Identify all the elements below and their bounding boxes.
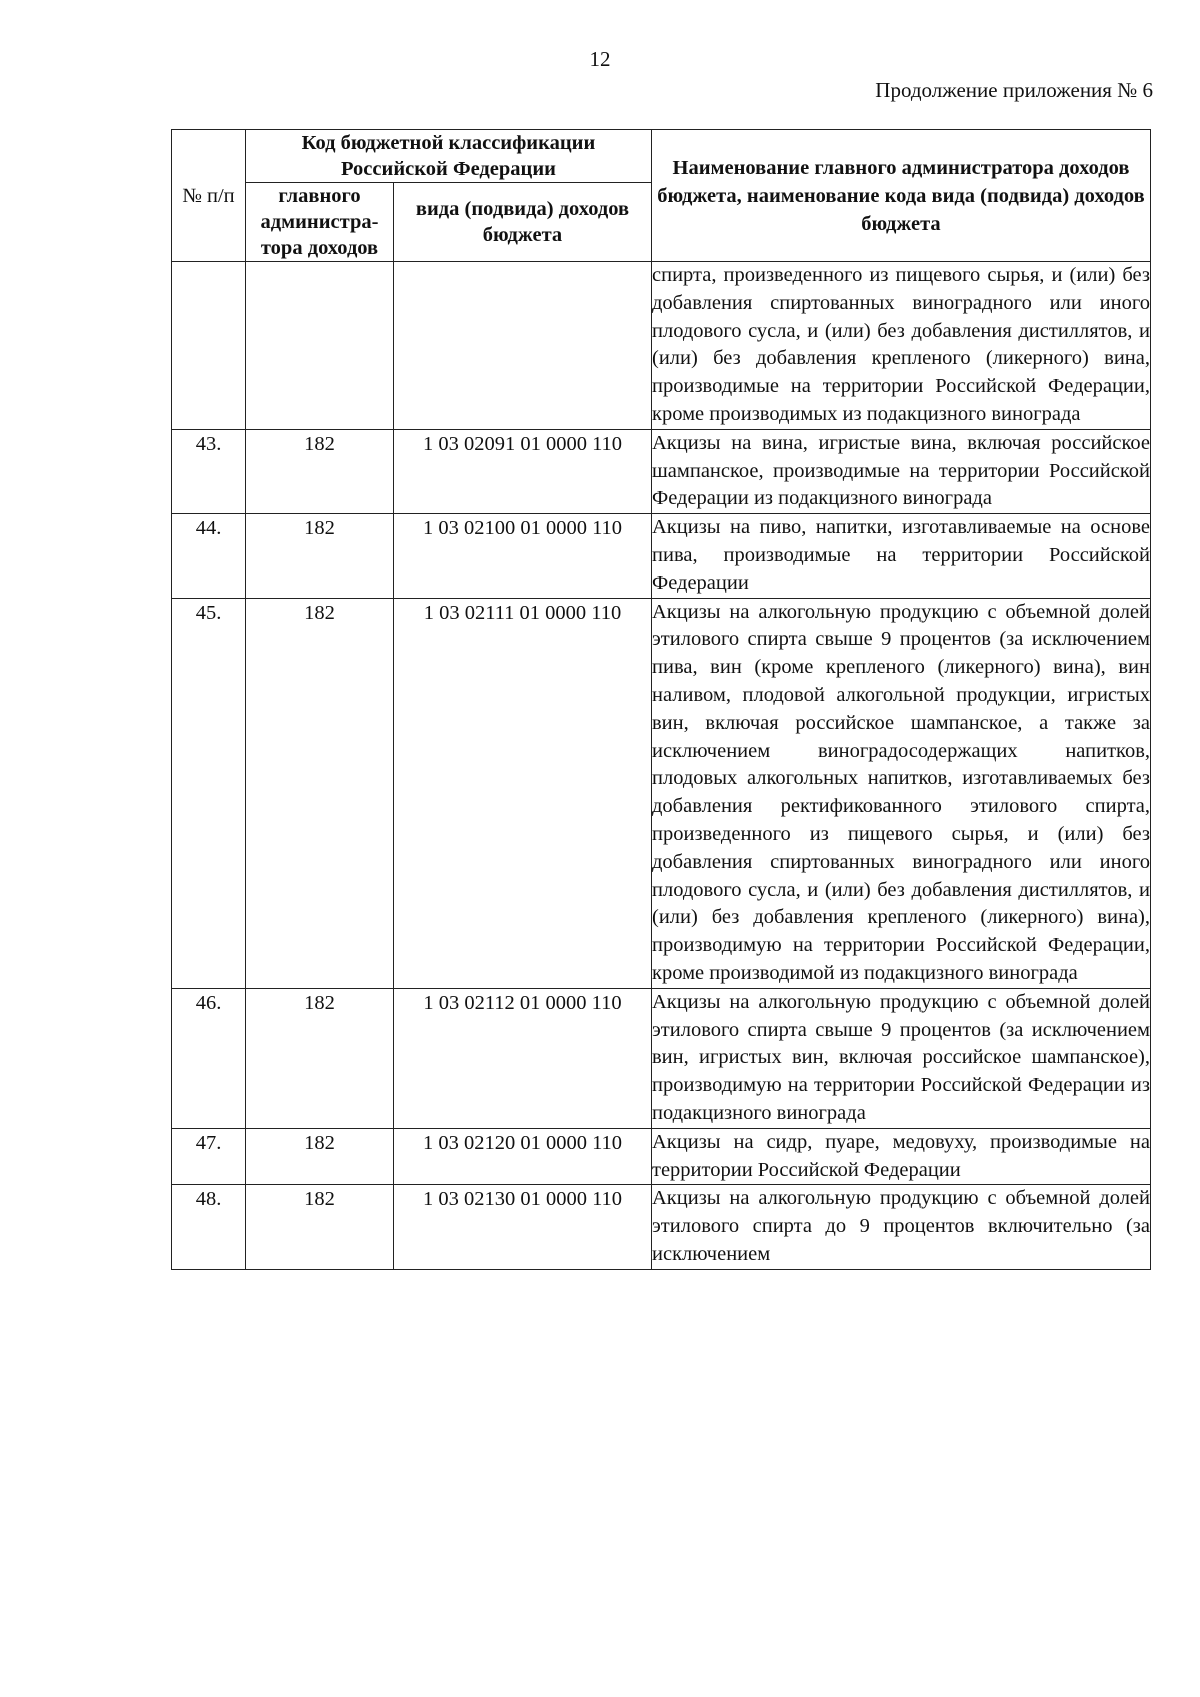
header-row-number: № п/п [172, 130, 246, 262]
revenue-name: Акцизы на вина, игристые вина, включая российское шампанское, производимые на территории Российской Федерации из подакцизного винограда [652, 429, 1151, 513]
revenue-code [394, 262, 652, 430]
row-number: 48. [172, 1185, 246, 1269]
row-number: 43. [172, 429, 246, 513]
revenue-code: 1 03 02111 01 0000 110 [394, 598, 652, 988]
revenue-name: Акцизы на сидр, пуаре, медовуху, производимые на территории Российской Федерации [652, 1128, 1151, 1185]
row-number: 45. [172, 598, 246, 988]
header-revenue-type-code: вида (подвида) доходов бюджета [394, 183, 652, 262]
table-row [172, 1128, 1151, 1185]
table-row [172, 429, 1151, 513]
table-header [172, 130, 1151, 262]
admin-code: 182 [246, 514, 394, 598]
budget-classification-table [171, 129, 1151, 1270]
page-number: 12 [589, 47, 611, 71]
admin-code: 182 [246, 598, 394, 988]
revenue-code: 1 03 02120 01 0000 110 [394, 1128, 652, 1185]
revenue-name: Акцизы на алкогольную продукцию с объемной долей этилового спирта свыше 9 процентов (за исключением пива, вин (кроме крепленого (ликерного) вина), вин наливом, плодовой алкогольной продукции, игристых вин, включая российское шампанское, а также за исключением виноградосодержащих напитков, плодовых алкогольных напитков, изготавливаемых без добавления ректификованного этилового спирта, произведенного из пищевого сырья, и (или) без добавления спиртованных виноградного или иного плодового сусла, и (или) без добавления дистиллятов, и (или) без добавления крепленого (ликерного) вина), производимую на территории Российской Федерации, кроме производимой из подакцизного винограда [652, 598, 1151, 988]
appendix-continuation-label: Продолжение приложения № 6 [875, 78, 1153, 102]
table-row [172, 514, 1151, 598]
admin-code [246, 262, 394, 430]
admin-code: 182 [246, 429, 394, 513]
revenue-name: Акцизы на пиво, напитки, изготавливаемые на основе пива, производимые на территории Российской Федерации [652, 514, 1151, 598]
revenue-code: 1 03 02130 01 0000 110 [394, 1185, 652, 1269]
revenue-name: Акцизы на алкогольную продукцию с объемной долей этилового спирта до 9 процентов включительно (за исключением [652, 1185, 1151, 1269]
table-row [172, 262, 1151, 430]
revenue-name: Акцизы на алкогольную продукцию с объемной долей этилового спирта свыше 9 процентов (за исключением вин, игристых вин, включая российское шампанское), производимую на территории Российской Федерации из подакцизного винограда [652, 988, 1151, 1128]
header-code-group: Код бюджетной классификации Российской Федерации [246, 130, 652, 183]
row-number: 44. [172, 514, 246, 598]
revenue-name: спирта, произведенного из пищевого сырья, и (или) без добавления спиртованных виноградного или иного плодового сусла, и (или) без добавления дистиллятов, и (или) без добавления крепленого (ликерного) вина, производимые на территории Российской Федерации, кроме производимых из подакцизного винограда [652, 262, 1151, 430]
admin-code: 182 [246, 1185, 394, 1269]
table-row [172, 988, 1151, 1128]
revenue-code: 1 03 02091 01 0000 110 [394, 429, 652, 513]
admin-code: 182 [246, 1128, 394, 1185]
table-row [172, 1185, 1151, 1269]
header-name: Наименование главного администратора доходов бюджета, наименование кода вида (подвида) доходов бюджета [652, 130, 1151, 262]
table-body [172, 262, 1151, 1270]
admin-code: 182 [246, 988, 394, 1128]
revenue-code: 1 03 02112 01 0000 110 [394, 988, 652, 1128]
row-number: 46. [172, 988, 246, 1128]
row-number [172, 262, 246, 430]
revenue-code: 1 03 02100 01 0000 110 [394, 514, 652, 598]
header-admin-code: главного администра-тора доходов [246, 183, 394, 262]
table-row [172, 598, 1151, 988]
row-number: 47. [172, 1128, 246, 1185]
